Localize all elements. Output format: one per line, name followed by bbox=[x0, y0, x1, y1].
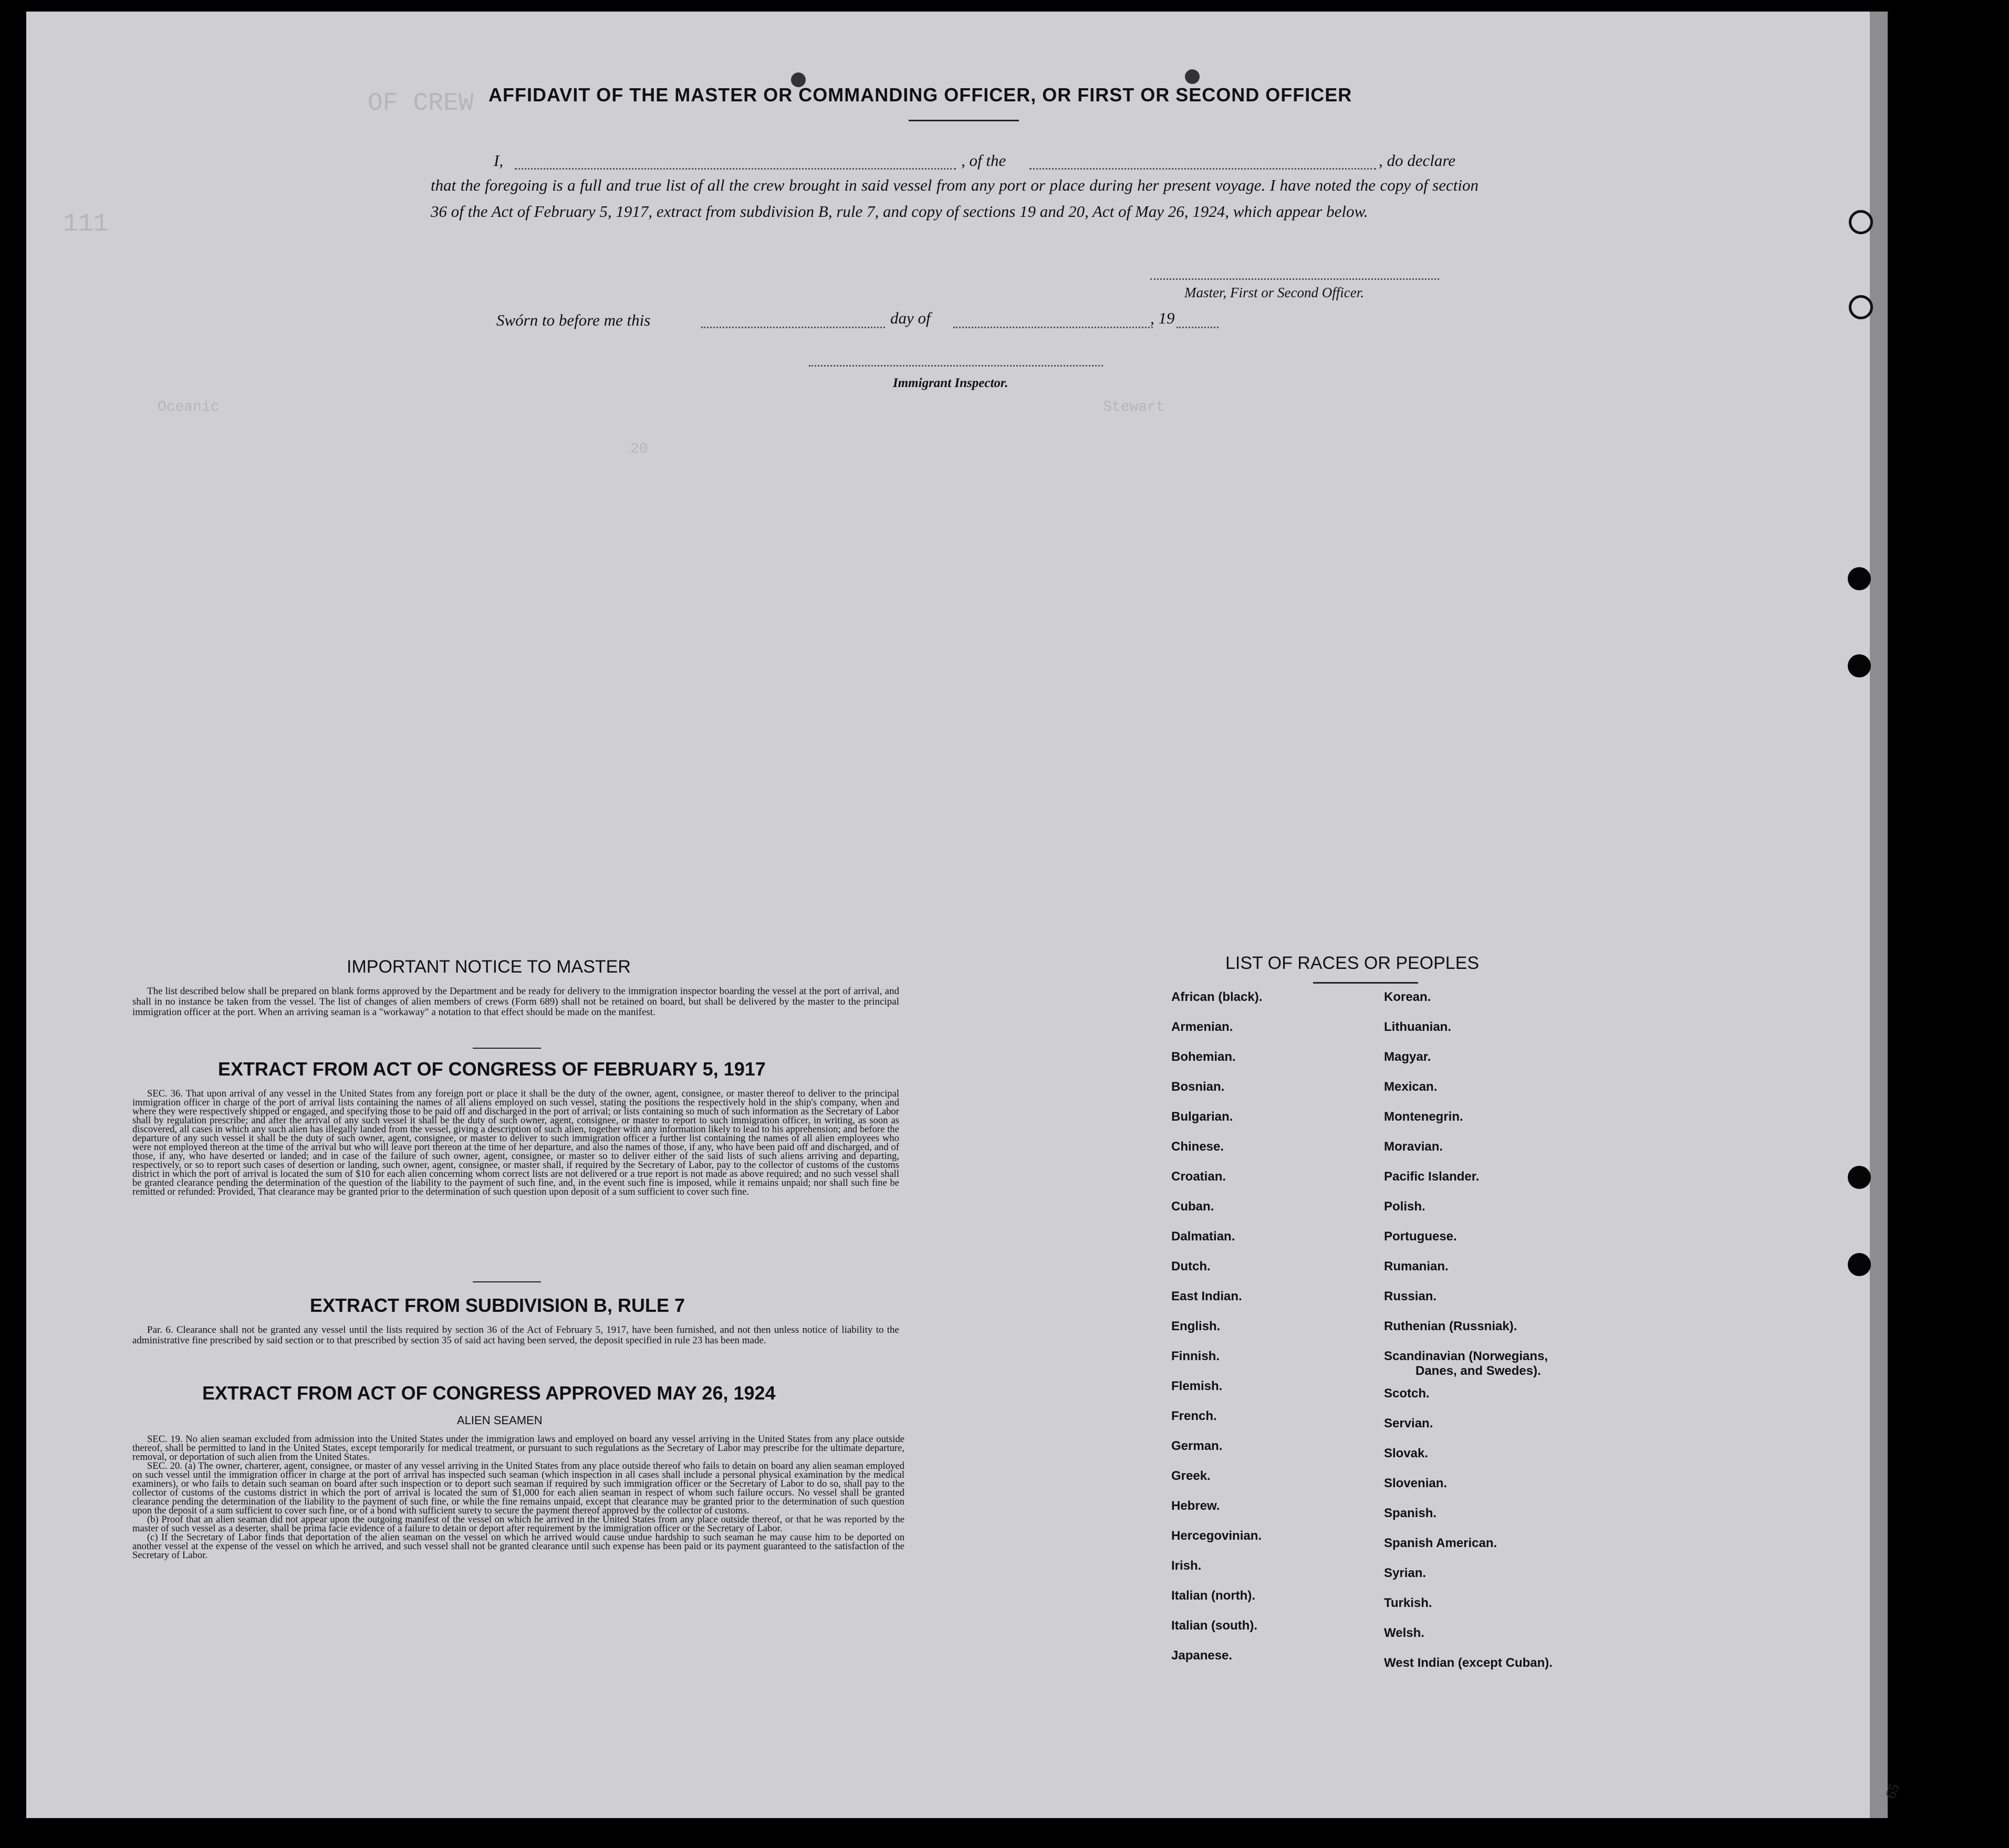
do-declare-label: , do declare bbox=[1379, 151, 1456, 170]
race-item-continued: Danes, and Swedes). bbox=[1415, 1364, 1541, 1378]
race-item: Portuguese. bbox=[1384, 1229, 1457, 1244]
declarant-name-field[interactable] bbox=[515, 168, 956, 170]
race-item: Korean. bbox=[1384, 990, 1431, 1004]
race-item: Hercegovinian. bbox=[1171, 1529, 1262, 1543]
bleed-through-text: Oceanic bbox=[158, 399, 220, 415]
year-label: , 19 bbox=[1150, 309, 1175, 327]
day-of-label: day of bbox=[890, 309, 931, 327]
race-item: Russian. bbox=[1384, 1289, 1437, 1303]
bleed-through-text: 111 bbox=[63, 210, 109, 238]
sec-20b-paragraph: (b) Proof that an alien seaman did not appear upon the outgoing manifest of the vessel on which he arrived in the United States from any place outside thereof, or that he was reported by the master of such vessel as a deserter, shall be prima facie evidence of a failure to detain or deport after requirement by the immigration officer or the Secretary of Labor. bbox=[132, 1514, 904, 1534]
inspector-signature-field[interactable] bbox=[809, 365, 1103, 367]
divider bbox=[473, 1048, 541, 1049]
bleed-through-text: 20 bbox=[630, 441, 648, 457]
race-item: Bosnian. bbox=[1171, 1080, 1225, 1094]
rule-7-title: EXTRACT FROM SUBDIVISION B, RULE 7 bbox=[310, 1294, 685, 1316]
race-item: Chinese. bbox=[1171, 1140, 1224, 1154]
rule-7-text bbox=[132, 1325, 899, 1346]
race-item: Magyar. bbox=[1384, 1050, 1431, 1064]
race-item: Dalmatian. bbox=[1171, 1229, 1235, 1244]
binding-hole bbox=[1848, 1253, 1871, 1276]
race-item: English. bbox=[1171, 1319, 1221, 1333]
race-item: Hebrew. bbox=[1171, 1499, 1220, 1513]
act-1917-paragraph: SEC. 36. That upon arrival of any vessel in the United States from any foreign port or place it shall be the duty of the owner, agent, consignee, or master thereof to deliver to the principal immigration officer in charge of the port of arrival lists containing the names of all aliens employed on such vessel, stating the positions the respectively hold in the ship's company, when and where they were respectively shipped or engaged, and specifying those to be paid off and discharged in the port of arrival; or lists containing so much of such information as the Secretary of Labor shall by regulation prescribe; and after the arrival of any such vessel it shall be the duty of such owner, agent, consignee, or master to report to such immigration officer, in writing, as soon as discovered, all cases in which any such alien has illegally landed from the vessel, giving a description of such alien, together with any information likely to lead to his apprehension; and before the departure of any such vessel it shall be the duty of such owner, agent, consignee, or master to deliver to such immigration officer a further list containing the names of all alien employees who were not employed thereon at the time of the arrival but who will leave port thereon at the time of her departure, and also the names of those, if any, who have been paid off and discharged, and of those, if any, who have deserted or landed; and in case of the failure of such owner, agent, consignee, or master so to deliver either of the said lists of such aliens arriving and departing, respectively, or so to report such cases of desertion or landing, such owner, agent, consignee, or master shall, if required by the Secretary of Labor, pay to the collector of customs of the customs district in which the port of arrival is located the sum of $10 for each alien concerning whom correct lists are not delivered or a true report is not made as above required; and no such vessel shall be granted clearance pending the determination of the question of the liability to the payment of such fine, and, in the event such fine is imposed, while it remains unpaid; nor shall such fine be remitted or refunded: Provided, That clearance may be granted prior to the determination of such question upon deposit of a sum sufficient to cover such fine. bbox=[132, 1088, 899, 1197]
race-item: German. bbox=[1171, 1439, 1223, 1453]
sworn-year-field[interactable] bbox=[1177, 327, 1219, 328]
notice-paragraph: The list described below shall be prepared on blank forms approved by the Department and be ready for delivery to the immigration inspector boarding the vessel at the port of arrival, and shall in no instance be taken from the vessel. The list of changes of alien members of crews (Form 689) shall not be retained on board, but shall be delivered by the master to the principal immigration officer at the port. When an arriving seaman is a "workaway" a notation to that effect should be made on the manifest. bbox=[132, 986, 899, 1018]
race-item: Italian (south). bbox=[1171, 1619, 1257, 1633]
race-item: Scandinavian (Norwegians, bbox=[1384, 1349, 1548, 1363]
binding-hole bbox=[1848, 1166, 1871, 1189]
race-item: Croatian. bbox=[1171, 1170, 1226, 1184]
binding-hole bbox=[1849, 295, 1873, 319]
sec-19-paragraph: SEC. 19. No alien seaman excluded from admission into the United States under the immigration laws and employed on board any vessel arriving in the United States from any place outside thereof, shall be permitted to land in the United States, except temporarily for medical treatment, or pursuant to such regulations as the Secretary of Labor may prescribe for the ultimate departure, removal, or deportation of such alien from the United States. bbox=[132, 1434, 904, 1463]
act-1924-subtitle: ALIEN SEAMEN bbox=[457, 1414, 543, 1427]
race-item: Scotch. bbox=[1384, 1386, 1430, 1401]
declaration-text: that the foregoing is a full and true list of all the crew brought in said vessel from any port or place during her present voyage. I have noted the copy of section 36 of the Act of February 5, 1917, extract from subdivision B, rule 7, and copy of sections 19 and 20, Act of May 26, 1924, which appear below. bbox=[431, 176, 1479, 221]
declarant-prefix: I, bbox=[494, 151, 504, 170]
race-item: Turkish. bbox=[1384, 1596, 1432, 1610]
race-item: Slovenian. bbox=[1384, 1476, 1448, 1490]
of-the-label: , of the bbox=[961, 151, 1006, 170]
notice-text bbox=[132, 986, 899, 1018]
race-item: West Indian (except Cuban). bbox=[1384, 1656, 1553, 1670]
race-item: French. bbox=[1171, 1409, 1217, 1423]
race-item: Moravian. bbox=[1384, 1140, 1443, 1154]
vessel-name-field[interactable] bbox=[1029, 168, 1376, 170]
race-item: Bulgarian. bbox=[1171, 1110, 1233, 1124]
race-item: Dutch. bbox=[1171, 1259, 1211, 1273]
divider bbox=[473, 1281, 541, 1282]
race-item: Spanish. bbox=[1384, 1506, 1437, 1520]
bleed-through-text: Stewart bbox=[1103, 399, 1165, 415]
race-item: Mexican. bbox=[1384, 1080, 1438, 1094]
notice-title: IMPORTANT NOTICE TO MASTER bbox=[347, 957, 631, 977]
race-item: African (black). bbox=[1171, 990, 1263, 1004]
race-item: Italian (north). bbox=[1171, 1589, 1255, 1603]
race-item: Lithuanian. bbox=[1384, 1020, 1451, 1034]
binding-hole bbox=[1848, 567, 1871, 590]
binding-hole bbox=[1185, 69, 1200, 84]
race-item: Spanish American. bbox=[1384, 1536, 1497, 1550]
race-item: Rumanian. bbox=[1384, 1259, 1449, 1273]
race-item: Armenian. bbox=[1171, 1020, 1233, 1034]
race-item: East Indian. bbox=[1171, 1289, 1242, 1303]
title-underline bbox=[909, 120, 1019, 121]
act-1924-text bbox=[132, 1435, 904, 1560]
race-item: Japanese. bbox=[1171, 1648, 1233, 1663]
sec-20a-paragraph: SEC. 20. (a) The owner, charterer, agent, consignee, or master of any vessel arriving in the United States from any place outside thereof who fails to detain on board any alien seaman employed on such vessel until the immigration officer in charge at the port of arrival has inspected such seaman (which inspection in all cases shall include a personal physical examination by the medical examiners), or who fails to detain such seaman on board after such inspection or to deport such seaman if required by such immigration officer or the Secretary of Labor to do so, shall pay to the collector of customs of the customs district in which the port of arrival is located the sum of $1,000 for each alien seaman in respect of whom such failure occurs. No vessel shall be granted clearance pending the determination of the liability to the payment of such fine, or while the fine remains unpaid, except that clearance may be granted prior to the determination of such question upon the deposit of a sum sufficient to cover such fine, or of a bond with sufficient surety to secure the payment thereof approved by the collector of customs. bbox=[132, 1460, 904, 1516]
sworn-label: Swórn to before me this bbox=[496, 311, 651, 329]
race-item: Servian. bbox=[1384, 1416, 1433, 1431]
races-underline bbox=[1313, 982, 1418, 984]
affidavit-title: AFFIDAVIT OF THE MASTER OR COMMANDING OFFICER, OR FIRST OR SECOND OFFICER bbox=[488, 84, 1352, 106]
race-item: Welsh. bbox=[1384, 1626, 1424, 1640]
rule-7-paragraph: Par. 6. Clearance shall not be granted any vessel until the lists required by section 36 of the Act of February 5, 1917, have been furnished, and not then unless notice of liability to the administrative fine prescribed by said section or to that prescribed by section 35 of said act having been served, the deposit specified in rule 23 has been made. bbox=[132, 1324, 899, 1346]
races-title: LIST OF RACES OR PEOPLES bbox=[1225, 953, 1480, 973]
race-item: Pacific Islander. bbox=[1384, 1170, 1480, 1184]
sheet-edge bbox=[1870, 12, 1888, 1818]
bleed-through-text: OF CREW bbox=[368, 89, 474, 118]
race-item: Bohemian. bbox=[1171, 1050, 1236, 1064]
race-item: Irish. bbox=[1171, 1559, 1202, 1573]
sworn-day-field[interactable] bbox=[701, 327, 885, 328]
binding-hole bbox=[1849, 210, 1873, 234]
sec-20c-paragraph: (c) If the Secretary of Labor finds that deportation of the alien seaman on the vessel on which he arrived would cause undue hardship to such seaman he may cause him to be deported on another vessel at the expense of the vessel on which he arrived, and such vessel shall not be granted clearance until such expense has been paid or its payment guaranteed to the satisfaction of the Secretary of Labor. bbox=[132, 1532, 904, 1561]
act-1917-title: EXTRACT FROM ACT OF CONGRESS OF FEBRUARY 5, 1917 bbox=[218, 1058, 766, 1080]
signature-field[interactable] bbox=[1150, 278, 1439, 280]
act-1917-text bbox=[132, 1089, 899, 1196]
race-item: Ruthenian (Russniak). bbox=[1384, 1319, 1517, 1333]
act-1924-title: EXTRACT FROM ACT OF CONGRESS APPROVED MAY 26, 1924 bbox=[202, 1382, 776, 1404]
race-item: Cuban. bbox=[1171, 1199, 1214, 1214]
race-item: Flemish. bbox=[1171, 1379, 1223, 1393]
race-item: Syrian. bbox=[1384, 1566, 1427, 1580]
race-item: Slovak. bbox=[1384, 1446, 1429, 1460]
race-item: Polish. bbox=[1384, 1199, 1425, 1214]
binding-hole bbox=[1848, 654, 1871, 677]
race-item: Finnish. bbox=[1171, 1349, 1220, 1363]
inspector-label: Immigrant Inspector. bbox=[893, 376, 1008, 390]
race-item: Greek. bbox=[1171, 1469, 1211, 1483]
signature-label: Master, First or Second Officer. bbox=[1184, 285, 1364, 300]
sworn-month-field[interactable] bbox=[953, 327, 1153, 328]
race-item: Montenegrin. bbox=[1384, 1110, 1463, 1124]
corner-mark: 65 bbox=[1882, 1781, 1903, 1801]
